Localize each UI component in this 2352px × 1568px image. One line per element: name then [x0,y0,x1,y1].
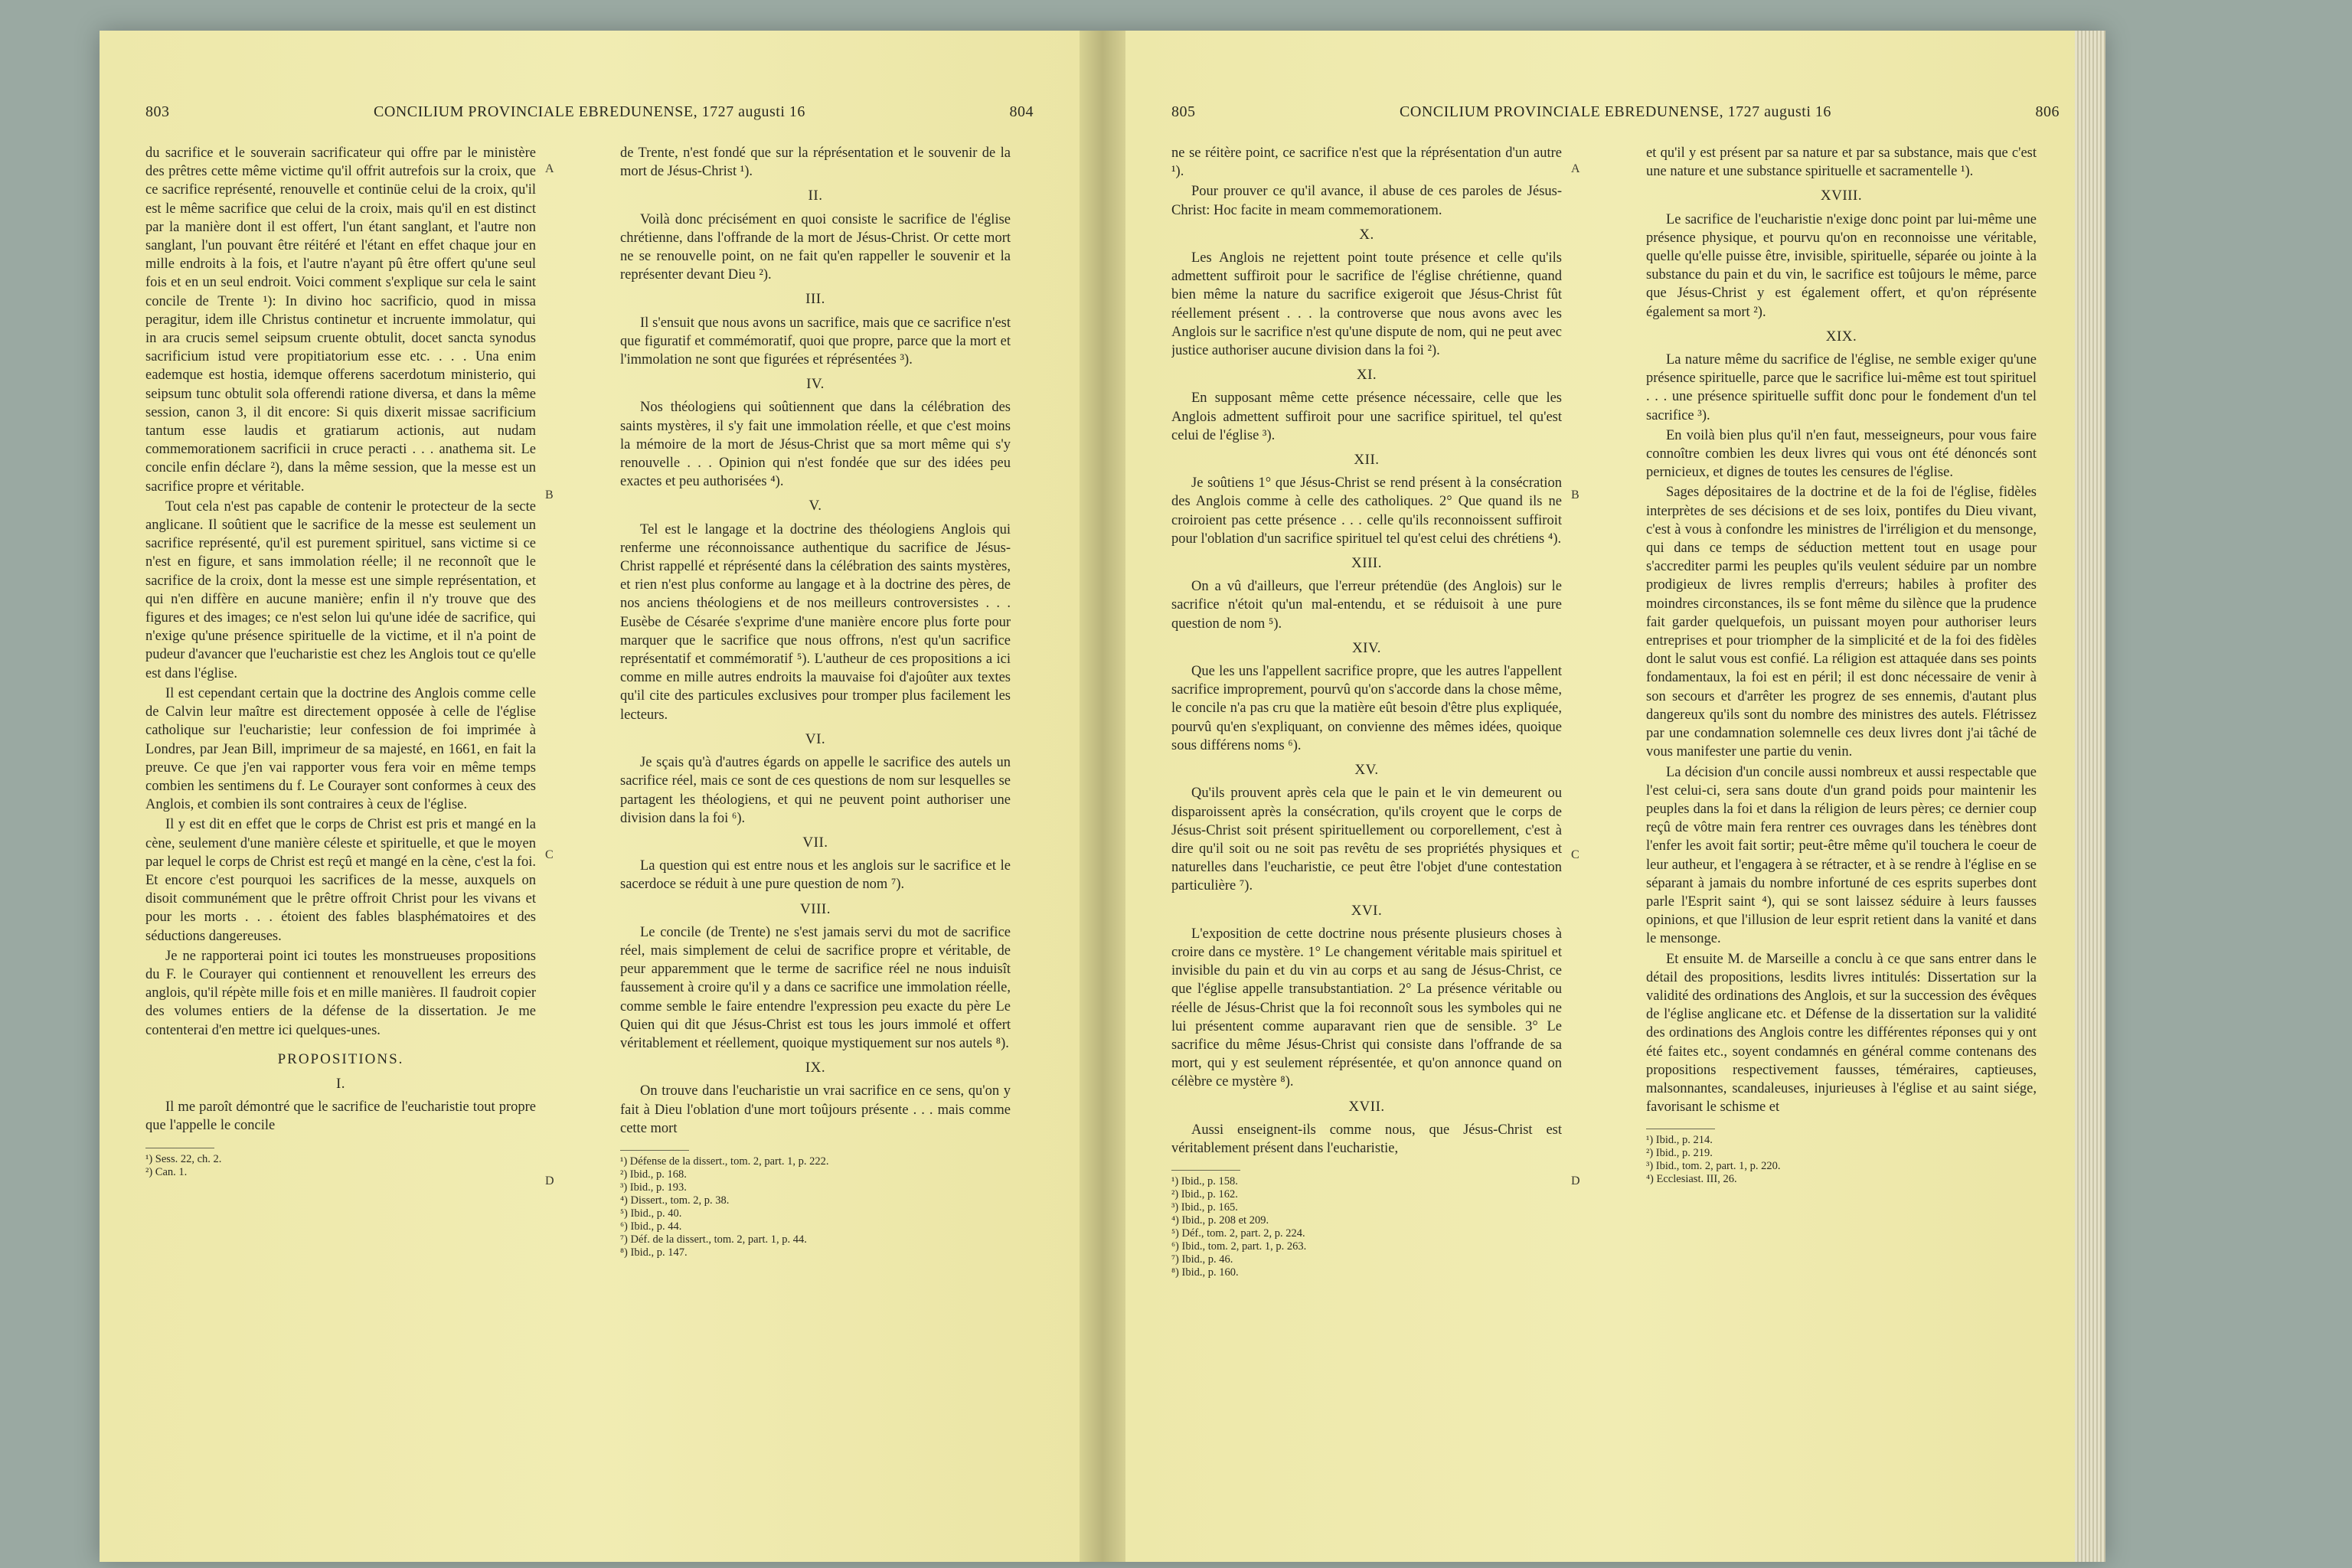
margin-letter: C [1571,848,1579,861]
margin-letter: D [1571,1174,1580,1187]
paragraph: et qu'il y est présent par sa nature et par sa substance, mais que c'est une nature et une substance spirituelle et sacramentelle ¹). [1646,145,2037,180]
right-page [1125,31,2105,1562]
paragraph: Il est cependant certain que la doctrine des Anglois comme celle de Calvin leur maître est directement opposée à celle de l'église catholique sur l'eucharistie; leur confession de foi imprimée à Londres, par Jean Bill, imprimeur de sa majesté, en 1661, en fait la preuve. Ce que j'en vai rapporter vous fera voir en même temps combien les sentimens du f. Le Courayer sont conformes à ceux des Anglois, et combien ils sont contraires à ceux de l'église. [145,685,536,813]
paragraph: L'exposition de cette doctrine nous présente plusieurs choses à croire dans ce mystère. 1° Le changement véritable mais spirituel et invisible du pain et du vin au corps et au sang de Jésus-Christ, ce que l'église appelle transubstantiation. 2° La présence véritable ou réelle de Jésus-Christ que la foi reconnoît sous les symboles qui ne lui présentent comme auparavant rien que de sensible. 3° Le sacrifice du même Jésus-Christ qui consiste dans l'offrande de sa mort, qui y est seulement réprésentée, et qu'on annonce quand on célèbre ce mystère ⁸). [1171,926,1562,1090]
paragraph: Tout cela n'est pas capable de contenir le protecteur de la secte anglicane. Il soûtient que le sacrifice de la messe est seulement un sacrifice représenté, qu'il est purement spirituel, sans victime si ce n'est en figure, et sans immolation réelle; il ne reconnoît que le sacrifice de la croix, dont la messe est une simple représentation, et qui n'en diffère en aucune manière; enfin il n'y trouve que des figures et des images; ce n'est selon lui qu'une idée de sacrifice, qui n'exige qu'une présence spirituelle de la victime, et il n'a point de pudeur d'avancer que l'eucharistie est chez les Anglois tout ce qu'elle est dans l'église. [145,498,536,681]
footnote: ⁴) Ibid., p. 208 et 209. [1171,1214,1269,1227]
margin-letter: D [545,1174,554,1187]
proposition-number: XIV. [1351,639,1382,656]
paragraph: de Trente, n'est fondé que sur la réprésentation et le souvenir de la mort de Jésus-Christ ¹). [620,145,1011,180]
paragraph: En voilà bien plus qu'il n'en faut, messeigneurs, pour vous faire connoître combien les deux livres qui vous ont été dénoncés sont pernicieux, et dignes de toutes les censures de l'église. [1646,427,2037,481]
proposition-number: X. [1359,226,1374,243]
page-number: 804 [1009,103,1034,120]
footnote: ²) Ibid., p. 168. [620,1168,687,1181]
footnotes [1171,1170,1307,1279]
proposition-number: I. [335,1075,346,1092]
paragraph: Il me paroît démontré que le sacrifice de l'eucharistie tout propre que l'appelle le concile [145,1099,536,1134]
paragraph: Nos théologiens qui soûtiennent que dans la célébration des saints mystères, il s'y fait une immolation réelle, et que c'est moins la mémoire de la mort de Jésus-Christ que sa mort même qui s'y renouvelle . . . Opinion qui n'est fondée que sur des idées peu exactes et peu authorisées ⁴). [620,400,1011,490]
proposition-number: VI. [805,730,826,747]
text-column [145,144,536,1476]
footnote: ⁴) Dissert., tom. 2, p. 38. [620,1194,730,1207]
paragraph: Le concile (de Trente) ne s'est jamais servi du mot de sacrifice réel, mais simplement de celui de sacrifice propre et véritable, de peur apparemment que le terme de sacrifice réel ne nous induisît faussement à croire qu'il y a dans ce sacrifice une immolation réelle, comme semble le faire entendre l'expression peu exacte du père Le Quien qui dit que Jésus-Christ est tous les jours immolé et offert véritablement et réellement, quoique mystiquement sur nos autels ⁸). [620,924,1011,1051]
paragraph: Aussi enseignent-ils comme nous, que Jésus-Christ est véritablement présent dans l'eucharistie, [1171,1122,1562,1156]
proposition-number: XII. [1354,452,1380,469]
footnote: ⁴) Ecclesiast. III, 26. [1646,1173,1737,1186]
proposition-number: III. [805,291,825,308]
paragraph: La décision d'un concile aussi nombreux et aussi respectable que l'est celui-ci, sera sans doute d'un grand poids pour maintenir les peuples dans la foi et dans la réligion de leurs pères; ce dernier coup reçû de vôtre main fera rentrer ces ouvrages dans les ténèbres dont l'enfer les avoit fait sortir; peut-être même qu'il touchera le coeur de leur autheur, et l'engagera à se rétracter, et à se rendre à l'église en se séparant à jamais du nombre infortuné de ces esprits superbes dont parle l'Esprit saint ⁴), qui se sont laissez séduire à leurs fausses opinions, et que l'illusion de leur esprit retient dans la vanité et dans le mensonge. [1646,764,2037,947]
proposition-number: XV. [1354,762,1379,779]
paragraph: du sacrifice et le souverain sacrificateur qui offre par le ministère des prêtres cette même victime qu'il offrit autrefois sur la croix, que ce sacrifice représenté, renouvelle et continüe celui de la croix, qu'il est le même sacrifice que celui de la croix, mais qu'il en est distinct par la manière dont il est offert, l'un étant sanglant, et l'autre non sanglant, l'un pouvant être réitéré et l'étant en effet chaque jour en mille endroits à la fois, et l'autre n'ayant pû être offert qu'une seul fois et en un seul endroit. Voici comment s'explique sur cela le saint concile de Trente ¹): In divino hoc sacrificio, quod in missa peragitur, idem ille Christus continetur et incruente immolatur, qui in ara crucis semel seipsum cruente obtulit, docet sancta synodus sacrificium istud vere propitiatorium esse etc. . . . Una enim eademque est hostia, idemque offerens sacerdotum ministerio, qui seipsum tunc obtulit sola offerendi ratione diversa, et dans la même session, canon 3, il dit encore: Si quis dixerit missae sacrificium tantum esse laudis et gratiarum actionis, aut nudam commemorationem sacrificii in cruce peracti . . . anathema sit. Le concile enfin déclare ²), dans la même session, que la messe est un sacrifice propre et véritable. [145,145,536,495]
section-heading: PROPOSITIONS. [277,1050,404,1067]
footnote: ¹) Ibid., p. 214. [1646,1134,1713,1147]
proposition-number: XVI. [1351,902,1383,919]
footnote: ²) Ibid., p. 162. [1171,1188,1238,1201]
proposition-number: XI. [1356,367,1377,384]
footnote: ⁸) Ibid., p. 147. [620,1246,688,1259]
margin-letter: B [1571,488,1579,501]
proposition-number: IV. [806,376,825,393]
book-gutter [1080,31,1125,1562]
paragraph: Que les uns l'appellent sacrifice propre, que les autres l'appellent sacrifice improprement, pourvû qu'on s'accorde dans la chose même, le concile n'a pas cru que la matière eût besoin d'être plus expliquée, pourvû qu'en s'expliquant, on convienne des mêmes idées, quoique sous différens noms ⁶). [1171,664,1562,753]
proposition-number: XVII. [1348,1098,1385,1115]
margin-letter: B [545,488,554,501]
proposition-number: XVIII. [1820,188,1863,204]
page-number: 803 [145,103,170,120]
page-number: 806 [2035,103,2060,120]
proposition-number: VII. [802,834,828,851]
paragraph: Tel est le langage et la doctrine des théologiens Anglois qui renferme une réconnoissance authentique du sacrifice de Jésus-Christ rappellé et réprésenté dans la célébration des saints mystères, et rien n'est plus conforme au langage et à la doctrine des pères, de nos anciens théologiens et de nos meilleurs controversistes . . . Eusèbe de Césarée s'exprime d'une manière encore plus forte pour marquer que le sacrifice que nous offrons, n'est qu'un sacrifice représentatif et commémoratif ⁵). L'autheur de ces propositions a ici comme en mille autres endroits la mauvaise foi d'ajoûter aux textes qu'il cite des particules exclusives pour tromper plus facilement les lecteurs. [620,521,1011,723]
proposition-number: VIII. [800,900,831,917]
paragraph: On a vû d'ailleurs, que l'erreur prétendüe (des Anglois) sur le sacrifice n'étoit qu'un mal-entendu, et se réduisoit à une pure question de nom ⁵). [1171,579,1562,632]
text-column [1646,144,2037,1476]
paragraph: Pour prouver ce qu'il avance, il abuse de ces paroles de Jésus-Christ: Hoc facite in meam commemorationem. [1171,184,1562,218]
footnote: ²) Ibid., p. 219. [1646,1147,1713,1160]
proposition-number: XIII. [1351,555,1382,572]
paragraph: La question qui est entre nous et les anglois sur le sacrifice et le sacerdoce se réduit à une pure question de nom ⁷). [620,858,1011,893]
footnote: ³) Ibid., p. 193. [620,1181,687,1194]
paragraph: Qu'ils prouvent après cela que le pain et le vin demeurent ou disparoissent après la consécration, qu'ils croyent que le corps de Jésus-Christ soit présent spirituellement ou corporellement, c'est à dire qu'il soit ou ne soit pas revêtu de ses propriétés physiques et naturelles dans l'eucharistie, ce peut être l'objet d'une contestation particulière ⁷). [1171,786,1562,894]
paragraph: Sages dépositaires de la doctrine et de la foi de l'église, fidèles interprètes de ses décisions et de ses loix, pontifes du Dieu vivant, c'est à vous à confondre les ministres de l'irréligion et du mensonge, qui dans ce temps de séduction mettent tout en usage pour s'accrediter parmi les peuples qu'ils veulent séduire par un nombre prodigieux de livres remplis d'erreurs; habiles à profiter des moindres circonstances, ils se font même du silènce que la prudence fait garder quelquefois, un puissant moyen pour authoriser leurs entreprises et pour triompher de la simplicité et de la foi des fidèles dont le salut vous est confié. La réligion est attaquée dans ses points fondamentaux, la foi est en péril; il est donc nécessaire de venir à son secours et d'arrêter les progrez de ses ennemis, d'autant plus dangereux qu'ils sont du nombre des ministres des autels. Flétrissez par une condamnation solemnelle ces deux livres dont j'ai tâché de vous manifester une partie du venin. [1646,485,2037,760]
open-book [100,31,2105,1562]
footnote: ¹) Sess. 22, ch. 2. [145,1152,222,1165]
margin-letter: C [545,848,554,861]
footnote: ³) Ibid., p. 165. [1171,1201,1238,1214]
page-number: 805 [1171,103,1196,120]
footnote: ³) Ibid., tom. 2, part. 1, p. 220. [1646,1160,1781,1173]
footnote: ⁸) Ibid., p. 160. [1171,1266,1239,1279]
footnote: ²) Can. 1. [145,1165,188,1178]
footnote: ⁷) Déf. de la dissert., tom. 2, part. 1, p. 44. [620,1233,807,1246]
paragraph: On trouve dans l'eucharistie un vrai sacrifice en ce sens, qu'on y fait à Dieu l'oblation d'une mort toûjours présente . . . mais comme cette mort [620,1083,1011,1136]
footnote: ¹) Défense de la dissert., tom. 2, part. 1, p. 222. [620,1155,829,1168]
footnote: ⁶) Ibid., p. 44. [620,1220,682,1233]
paragraph: Je sçais qu'à d'autres égards on appelle le sacrifice des autels un sacrifice réel, mais ce sont de ces questions de nom sur lesquelles se partagent les théologiens, et qui ne peuvent point authoriser une division dans la foi ⁶). [620,755,1011,826]
paragraph: Je soûtiens 1° que Jésus-Christ se rend présent à la consécration des Anglois comme à celle des catholiques. 2° Que quand ils ne croiroient pas cette présence . . . celle qu'ils reconnoissent suffiroit pour l'oblation d'un sacrifice spirituel tel qu'est celui des chrétiens ⁴). [1171,475,1562,547]
running-title: CONCILIUM PROVINCIALE EBREDUNENSE, 1727 augusti 16 [374,103,805,120]
paragraph: Voilà donc précisément en quoi consiste le sacrifice de l'église chrétienne, dans l'offrande de la mort de Jésus-Christ. Or cette mort ne se renouvelle point, on ne fait qu'en rappeller le souvenir et la représenter devant Dieu ²). [620,211,1011,283]
paragraph: En supposant même cette présence nécessaire, celle que les Anglois admettent suffiroit pour une sacrifice spirituel, tel qu'est celui de l'église ³). [1171,390,1562,443]
running-title: CONCILIUM PROVINCIALE EBREDUNENSE, 1727 augusti 16 [1400,103,1831,120]
text-column [1171,144,1562,1476]
proposition-number: IX. [805,1060,826,1076]
paragraph: Il y est dit en effet que le corps de Christ est pris et mangé en la cène, seulement d'une manière céleste et spirituelle, et que le moyen par lequel le corps de Christ est reçû et mangé en la cène, c'est la foi. Et encore c'est pourquoi les sacrifices de la messe, auxquels on disoit communément que le prêtre offroit Christ pour les vivans et pour les morts . . . étoient des fables blasphématoires et des séductions dangereuses. [145,817,536,944]
page-edges [2075,31,2105,1562]
paragraph: Il s'ensuit que nous avons un sacrifice, mais que ce sacrifice n'est que figuratif et commémoratif, quoi que propre, parce que la mort et l'immolation ne sont que figurées et réprésentées ³). [620,315,1011,368]
running-head [145,103,1034,134]
footnotes [145,1148,222,1179]
footnote: ⁵) Déf., tom. 2, part. 2, p. 224. [1171,1227,1305,1240]
text-column [620,144,1011,1476]
footnotes [620,1150,829,1259]
running-head [1171,103,2060,134]
proposition-number: XIX. [1825,328,1857,345]
paragraph: Je ne rapporterai point ici toutes les monstrueuses propositions du F. le Courayer qui contiennent et renouvellent les erreurs des anglois, qu'il répète mille fois et en mille manières. Il faudroit copier des volumes entiers de la défense de la dissertation. Je me contenterai d'en mettre ici quelques-unes. [145,948,536,1038]
footnote: ¹) Ibid., p. 158. [1171,1175,1238,1188]
left-page [100,31,1080,1562]
footnote: ⁷) Ibid., p. 46. [1171,1253,1233,1266]
footnote: ⁶) Ibid., tom. 2, part. 1, p. 263. [1171,1240,1307,1253]
footnote: ⁵) Ibid., p. 40. [620,1207,682,1220]
margin-letter: A [545,162,554,175]
paragraph: ne se réitère point, ce sacrifice n'est que la réprésentation d'un autre ¹). [1171,145,1562,180]
margin-letter: A [1571,162,1580,175]
paragraph: La nature même du sacrifice de l'église, ne semble exiger qu'une présence spirituelle, parce que le sacrifice lui-même est tout spirituel . . . une présence spirituelle suffit donc pour le fondement d'un tel sacrifice ³). [1646,352,2037,423]
paragraph: Et ensuite M. de Marseille a conclu à ce que sans entrer dans le détail des propositions, lesdits livres intitulés: Dissertation sur la validité des ordinations des Anglois, et sur la succession des évêques de l'église anglicane etc. et Défense de la dissertation sur la validité des ordinations des Anglois contre les différentes réponses qui y ont été faites etc., soyent condamnés en général comme contenans des propositions respectivement fausses, téméraires, captieuses, malsonnantes, scandaleuses, injurieuses à l'église et au saint siége, favorisant le schisme et [1646,951,2037,1116]
proposition-number: II. [808,188,823,204]
footnotes [1646,1129,1781,1186]
proposition-number: V. [808,498,822,514]
paragraph: Le sacrifice de l'eucharistie n'exige donc point par lui-même une présence physique, et pourvu qu'on en reconnoisse une véritable, quelle qu'elle puisse être, invisible, spirituelle, séparée ou jointe à la substance du pain et du vin, le sacrifice est toûjours le même, parce que Jésus-Christ y est également offert, et qu'on réprésente également sa mort ²). [1646,211,2037,320]
paragraph: Les Anglois ne rejettent point toute présence et celle qu'ils admettent suffiroit pour le sacrifice de l'église chrétienne, quand bien même la nature du sacrifice exigeroit que Jésus-Christ fût réellement présent . . . la controverse que nous avons avec les Anglois sur le sacrifice n'est qu'une dispute de nom, qui ne peut avec justice authoriser aucune division dans la foi ²). [1171,250,1562,359]
